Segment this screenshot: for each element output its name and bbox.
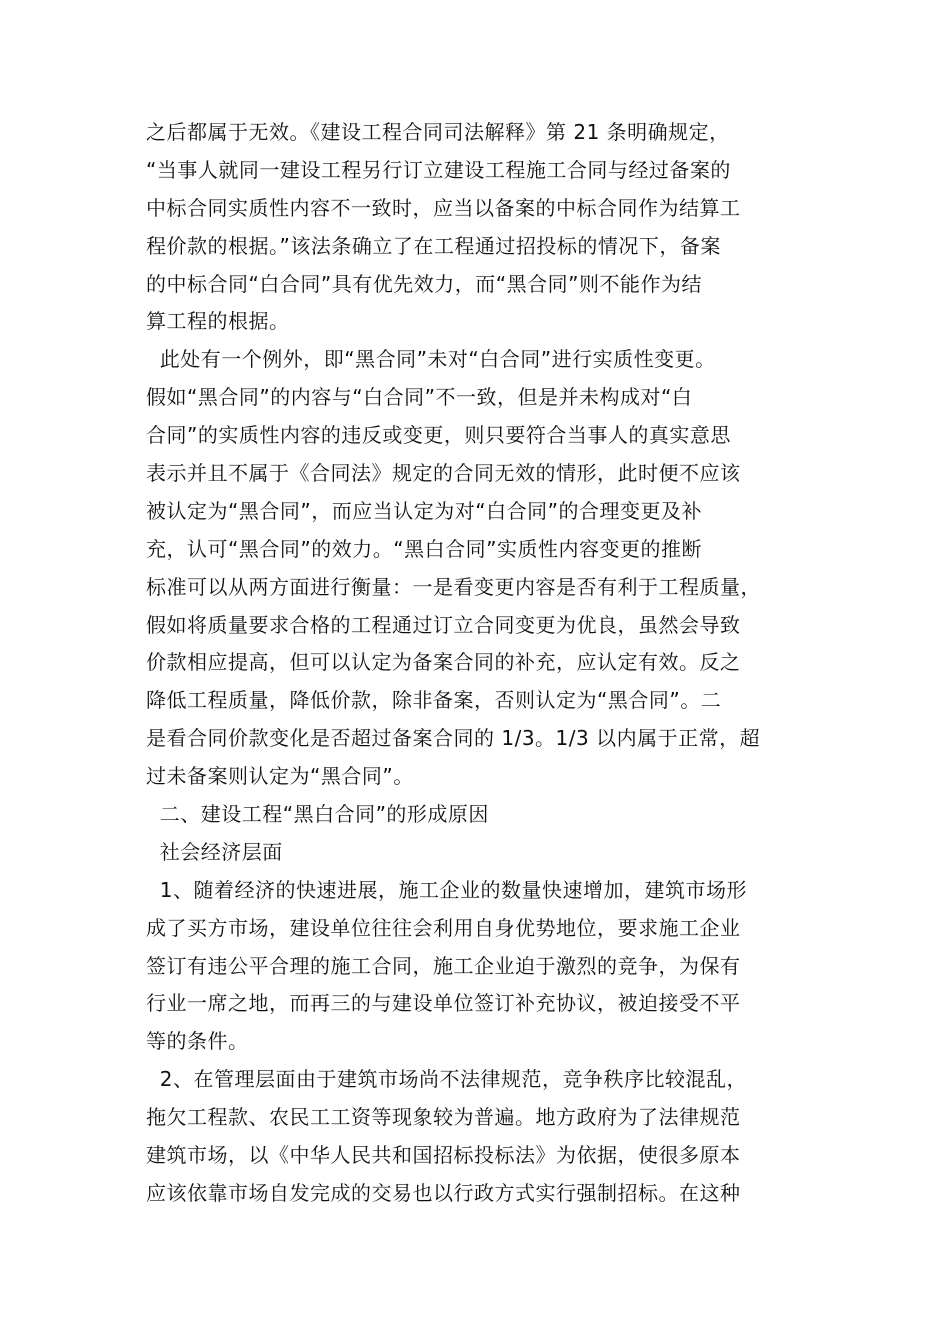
text-line: 被认定为“黑合同”，而应当认定为对“白合同”的合理变更及补 xyxy=(146,498,702,523)
text-line: 程价款的根据。”该法条确立了在工程通过招投标的情况下，备案 xyxy=(146,233,721,258)
text-line: 签订有违公平合理的施工合同，施工企业迫于激烈的竞争，为保有 xyxy=(146,953,741,978)
text-line: 等的条件。 xyxy=(146,1029,249,1054)
section-heading: 二、建设工程“黑白合同”的形成原因 xyxy=(146,802,489,827)
text-line: 价款相应提高，但可以认定为备案合同的补充，应认定有效。反之 xyxy=(146,650,741,675)
text-line: 1、随着经济的快速进展，施工企业的数量快速增加，建筑市场形 xyxy=(146,877,747,902)
text-line: 假如将质量要求合格的工程通过订立合同变更为优良，虽然会导致 xyxy=(146,612,741,637)
text-line: 建筑市场，以《中华人民共和国招标投标法》为依据，使很多原本 xyxy=(146,1143,741,1168)
text-line: 中标合同实质性内容不一致时，应当以备案的中标合同作为结算工 xyxy=(146,195,741,220)
text-line: 拖欠工程款、农民工工资等现象较为普遍。地方政府为了法律规范 xyxy=(146,1105,741,1130)
text-line: 行业一席之地，而再三的与建设单位签订补充协议，被迫接受不平 xyxy=(146,991,741,1016)
text-line: 算工程的根据。 xyxy=(146,309,290,334)
text-line: 应该依靠市场自发完成的交易也以行政方式实行强制招标。在这种 xyxy=(146,1180,741,1205)
subsection-heading: 社会经济层面 xyxy=(146,839,283,864)
text-line: 是看合同价款变化是否超过备案合同的 1/3。1/3 以内属于正常，超 xyxy=(146,726,761,751)
text-line: 之后都属于无效。《建设工程合同司法解释》第 21 条明确规定， xyxy=(146,120,730,144)
document-body xyxy=(146,114,808,1213)
text-line: 合同”的实质性内容的违反或变更，则只要符合当事人的真实意思 xyxy=(146,423,731,448)
text-line: 充，认可“黑合同”的效力。“黑白合同”实质性内容变更的推断 xyxy=(146,536,702,561)
text-line: 降低工程质量，降低价款，除非备案，否则认定为“黑合同”。二 xyxy=(146,688,722,713)
text-line: 标准可以从两方面进行衡量：一是看变更内容是否有利于工程质量， xyxy=(146,574,761,599)
text-line: 表示并且不属于《合同法》规定的合同无效的情形，此时便不应该 xyxy=(146,461,741,486)
text-line: “当事人就同一建设工程另行订立建设工程施工合同与经过备案的 xyxy=(146,157,731,182)
text-line: 此处有一个例外，即“黑合同”未对“白合同”进行实质性变更。 xyxy=(146,347,716,372)
text-line: 成了买方市场，建设单位往往会利用自身优势地位，要求施工企业 xyxy=(146,915,741,940)
text-line: 假如“黑合同”的内容与“白合同”不一致，但是并未构成对“白 xyxy=(146,385,693,410)
text-line: 过未备案则认定为“黑合同”。 xyxy=(146,764,414,789)
text-line: 的中标合同“白合同”具有优先效力，而“黑合同”则不能作为结 xyxy=(146,271,702,296)
text-line: 2、在管理层面由于建筑市场尚不法律规范，竞争秩序比较混乱， xyxy=(146,1067,747,1092)
